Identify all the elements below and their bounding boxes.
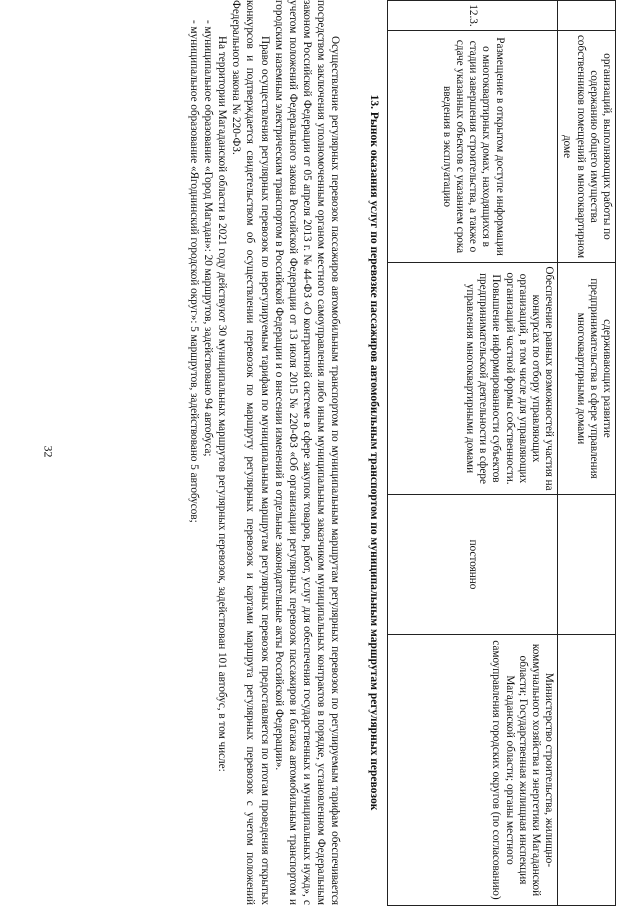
table-row: [388, 1, 558, 906]
table-row: [558, 1, 616, 906]
measures-table: [394, 0, 616, 905]
page-number: 32: [41, 445, 56, 458]
list-item: - муниципальное образование «Город Магадан»: 20 маршрутов, задействовано 94 автобуса;: [202, 20, 215, 457]
event-cell: Размещение в открытом доступе информации о многоквартирных домах, находящихся в стадии завершения строительства, а также о сдаче указанных объектов с указанием срока введения в эксплуатацию: [388, 31, 558, 263]
paragraph: Право осуществления регулярных перевозок по нерегулируемым тарифам по муниципальным маршрутам регулярных перевозок предоставляется по итогам проведения открытых конкурсов и подтверждается свидетельством об осуществлении перевозок по маршруту регулярных перевозок и картами маршрута регулярных перевозок с учетом положений Федерального закона № 220-ФЗ.: [230, 0, 271, 905]
list-item: - муниципальное образование «Ягоднинский городской округ»: 5 маршрутов, задействовано 5 автобусов;: [188, 20, 201, 523]
responsible-cell: [558, 635, 616, 906]
row-number-cell: [558, 1, 616, 31]
paragraph: На территории Магаданской области в 2021 году действуют 30 муниципальных маршрутов регулярных перевозок, задействован 101 автобус, в том числе:: [216, 36, 229, 772]
result-cell: Обеспечение равных возможностей участия на конкурсах по отбору управляющих организаций, в том числе для управляющих организаций частной формы собственности. Повышение информированности субъектов предпринимательской деятельности в сфере управления многоквартирными домами: [388, 263, 558, 495]
section-body: [187, 0, 342, 905]
paragraph: Осуществление регулярных перевозок пассажиров автомобильным транспортом по муниципальным маршрутам регулярных перевозок по регулируемым тарифам обеспечивается посредством заключения уполномоченным органом местного самоуправления либо иным муниципальным заказчиком муниципальных контрактов в порядке, установленном Федеральным законом Российской Федерации от 05 апреля 2013 г. № 44-ФЗ «О контрактной системе в сфере закупок товаров, работ, услуг для обеспечения государственных и муниципальных нужд», с учетом положений Федерального закона Российской Федерации от 13 июля 2015 № 220-ФЗ «Об организации регулярных перевозок пассажиров и багажа автомобильным транспортом и городским наземным электрическим транспортом в Российской Федерации и о внесении изменений в отдельные законодательные акты Российской Федерации».: [272, 0, 341, 905]
responsible-cell: Министерство строительства, жилищно-коммунального хозяйства и энергетики Магаданской области; Государственная жилищная инспекция Магаданской области; органы местного самоуправления городских округов (по согласованию): [388, 635, 558, 906]
event-cell: организаций, выполняющих работы по содержанию общего имущества собственников помещений в многоквартирном доме: [558, 31, 616, 263]
term-cell: постоянно: [388, 495, 558, 635]
term-cell: [558, 495, 616, 635]
result-cell: сдерживающих развитие предпринимательства в сфере управления многоквартирными домами: [558, 263, 616, 495]
section-title: 13. Рынок оказания услуг по перевозке пассажиров автомобильным транспортом по муниципальным маршрутам регулярных перевозок: [368, 94, 380, 811]
row-number-cell: 12.3.: [388, 1, 558, 31]
rotated-page-content: [64, 0, 624, 905]
